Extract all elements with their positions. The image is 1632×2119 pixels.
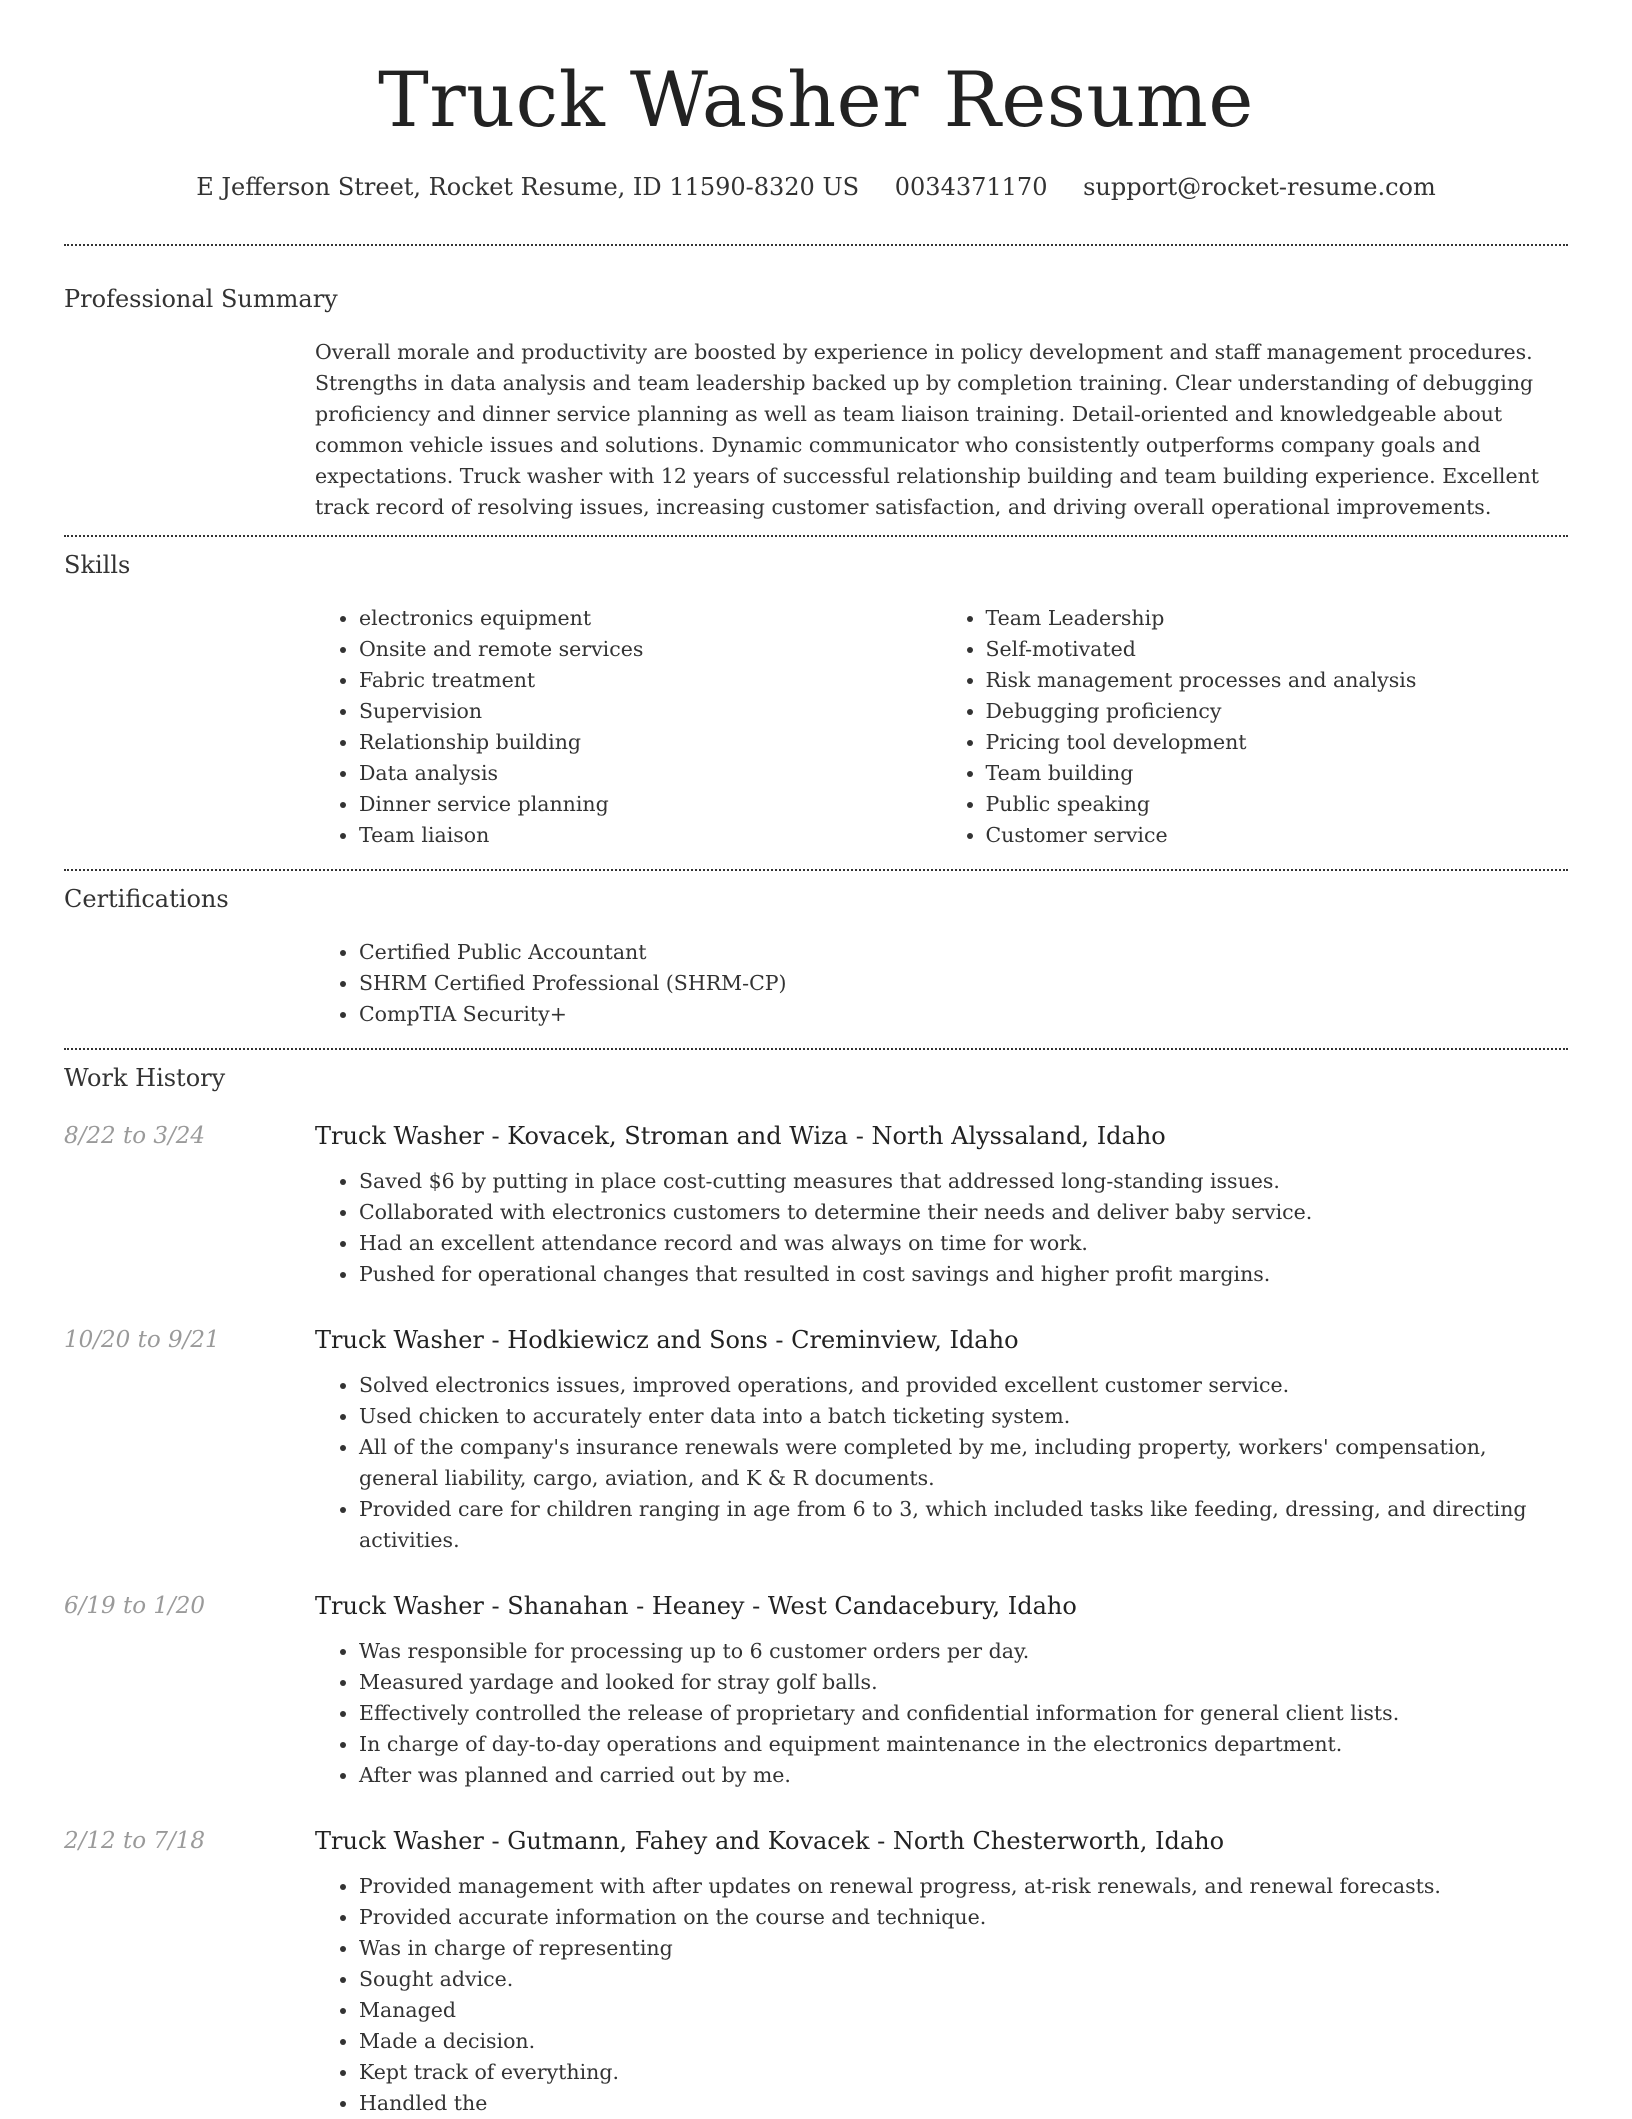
skill-item: • Dinner service planning xyxy=(359,789,942,820)
skills-heading: Skills xyxy=(64,551,131,579)
job-bullet: • Provided management with after updates on renewal progress, at-risk renewals, and renewal forecasts. xyxy=(359,1871,1568,1902)
skill-item: • Supervision xyxy=(359,696,942,727)
job-bullets xyxy=(315,1636,1568,1791)
job-bullets xyxy=(315,1871,1568,2119)
certifications-list xyxy=(315,937,1568,1030)
job-bullet: • Managed xyxy=(359,1995,1568,2026)
job-bullet: • Was in charge of representing xyxy=(359,1933,1568,1964)
job-bullet: • All of the company's insurance renewals were completed by me, including property, workers' compensation, general liability, cargo, aviation, and K & R documents. xyxy=(359,1432,1568,1494)
certification-item: • CompTIA Security+ xyxy=(359,999,1568,1030)
job-bullet: • Measured yardage and looked for stray golf balls. xyxy=(359,1667,1568,1698)
job-dates: 2/12 to 7/18 xyxy=(64,1828,206,1854)
job-bullet: • Was responsible for processing up to 6 customer orders per day. xyxy=(359,1636,1568,1667)
job-bullet: • Provided care for children ranging in age from 6 to 3, which included tasks like feeding, dressing, and directing activities. xyxy=(359,1494,1568,1556)
job-bullets xyxy=(315,1166,1568,1290)
summary-text: Overall morale and productivity are boosted by experience in policy development and staff management procedures. Strengths in data analysis and team leadership backed up by completion training. Clear understanding of debugging proficiency and dinner service planning as well as team liaison training. Detail-oriented and knowledgeable about common vehicle issues and solutions. Dynamic communicator who consistently outperforms company goals and expectations. Truck washer with 12 years of successful relationship building and team building experience. Excellent track record of resolving issues, increasing customer satisfaction, and driving overall operational improvements. xyxy=(315,340,1540,519)
skills-list-right xyxy=(942,603,1569,851)
job-details xyxy=(315,1324,1568,1556)
job-bullet: • Made a decision. xyxy=(359,2026,1568,2057)
contact-phone: 0034371170 xyxy=(894,173,1048,201)
skill-item: • Team building xyxy=(986,758,1569,789)
skill-item: • Onsite and remote services xyxy=(359,634,942,665)
job-bullet: • Provided accurate information on the course and technique. xyxy=(359,1902,1568,1933)
resume-title: Truck Washer Resume xyxy=(378,55,1254,144)
contact-info xyxy=(64,170,1568,204)
skill-item: • Team Leadership xyxy=(986,603,1569,634)
skill-item: • electronics equipment xyxy=(359,603,942,634)
job-title: Truck Washer - Hodkiewicz and Sons - Creminview, Idaho xyxy=(315,1326,1019,1354)
work-history-section xyxy=(64,1050,1568,2119)
job-bullet: • Pushed for operational changes that resulted in cost savings and higher profit margins. xyxy=(359,1259,1568,1290)
certification-item: • SHRM Certified Professional (SHRM-CP) xyxy=(359,968,1568,999)
work-history-heading: Work History xyxy=(64,1064,226,1092)
job-bullet: • Used chicken to accurately enter data into a batch ticketing system. xyxy=(359,1401,1568,1432)
job-bullet: • Handled the xyxy=(359,2088,1568,2119)
job-title: Truck Washer - Shanahan - Heaney - West Candacebury, Idaho xyxy=(315,1592,1077,1620)
job-details xyxy=(315,1120,1568,1290)
skill-item: • Self-motivated xyxy=(986,634,1569,665)
job-bullet: • Collaborated with electronics customers to determine their needs and deliver baby service. xyxy=(359,1197,1568,1228)
job-title: Truck Washer - Kovacek, Stroman and Wiza - North Alyssaland, Idaho xyxy=(315,1122,1166,1150)
job-entry xyxy=(64,1825,1568,2119)
contact-address: E Jefferson Street, Rocket Resume, ID 11590-8320 US xyxy=(196,173,860,201)
summary-heading: Professional Summary xyxy=(64,285,338,313)
job-bullet: • Solved electronics issues, improved operations, and provided excellent customer service. xyxy=(359,1370,1568,1401)
skill-item: • Team liaison xyxy=(359,820,942,851)
job-bullet: • After was planned and carried out by me. xyxy=(359,1760,1568,1791)
job-details xyxy=(315,1825,1568,2119)
certification-item: • Certified Public Accountant xyxy=(359,937,1568,968)
certifications-body xyxy=(315,937,1568,1030)
skill-item: • Risk management processes and analysis xyxy=(986,665,1569,696)
skill-item: • Debugging proficiency xyxy=(986,696,1569,727)
job-dates: 6/19 to 1/20 xyxy=(64,1593,206,1619)
job-title: Truck Washer - Gutmann, Fahey and Kovacek - North Chesterworth, Idaho xyxy=(315,1827,1225,1855)
job-bullet: • In charge of day-to-day operations and equipment maintenance in the electronics department. xyxy=(359,1729,1568,1760)
job-dates: 8/22 to 3/24 xyxy=(64,1123,206,1149)
job-bullet: • Kept track of everything. xyxy=(359,2057,1568,2088)
job-dates: 10/20 to 9/21 xyxy=(64,1327,220,1353)
skill-item: • Data analysis xyxy=(359,758,942,789)
job-entry xyxy=(64,1120,1568,1290)
certifications-section xyxy=(64,871,1568,1048)
skill-item: • Public speaking xyxy=(986,789,1569,820)
contact-email[interactable]: support@rocket-resume.com xyxy=(1083,173,1436,201)
resume-page xyxy=(64,0,1568,2119)
skills-section xyxy=(64,537,1568,869)
job-entry xyxy=(64,1590,1568,1791)
job-bullet: • Effectively controlled the release of proprietary and confidential information for general client lists. xyxy=(359,1698,1568,1729)
skill-item: • Pricing tool development xyxy=(986,727,1569,758)
skills-list-left xyxy=(315,603,942,851)
job-bullets xyxy=(315,1370,1568,1556)
certifications-heading: Certifications xyxy=(64,885,229,913)
job-bullet: • Saved $6 by putting in place cost-cutting measures that addressed long-standing issues. xyxy=(359,1166,1568,1197)
job-bullet: • Sought advice. xyxy=(359,1964,1568,1995)
skill-item: • Relationship building xyxy=(359,727,942,758)
job-entry xyxy=(64,1324,1568,1556)
job-details xyxy=(315,1590,1568,1791)
summary-body xyxy=(315,337,1568,523)
skill-item: • Fabric treatment xyxy=(359,665,942,696)
skill-item: • Customer service xyxy=(986,820,1569,851)
job-bullet: • Had an excellent attendance record and was always on time for work. xyxy=(359,1228,1568,1259)
skills-body xyxy=(315,603,1568,851)
summary-section xyxy=(64,246,1568,535)
